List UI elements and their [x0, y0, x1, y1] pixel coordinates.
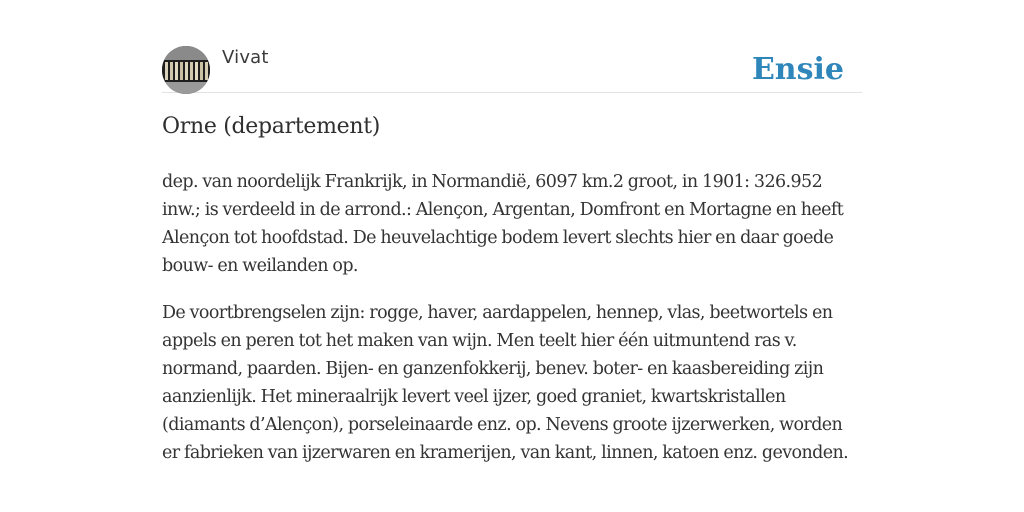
article-body — [162, 168, 862, 486]
avatar[interactable] — [162, 46, 210, 94]
article-paragraph: dep. van noordelijk Frankrijk, in Normandië, 6097 km.2 groot, in 1901: 326.952 inw.; is verdeeld in de arrond.: Alençon, Argentan, Domfront en Mortagne en heeft Alençon tot hoofdstad. De heuvelachtige bodem levert slechts hier en daar goede bouw- en weilanden op. — [162, 172, 844, 276]
page-title: Orne (departement) — [162, 114, 381, 139]
brand-logo[interactable]: Ensie — [751, 52, 844, 87]
book-spines-icon — [162, 46, 210, 94]
author-name[interactable]: Vivat — [222, 47, 269, 68]
header — [162, 46, 862, 93]
article-paragraph: De voortbrengselen zijn: rogge, haver, aardappelen, hennep, vlas, beetwortels en appels en peren tot het maken van wijn. Men teelt hier één uitmuntend ras v. normand, paarden. Bijen- en ganzenfokkerij, benev. boter- en kaasbereiding zijn aanzienlijk. Het mineraalrijk levert veel ijzer, goed graniet, kwartskristallen (diamants d’Alençon), porseleinaarde enz. op. Nevens groote ijzerwerken, worden er fabrieken van ijzerwaren en kramerijen, van kant, linnen, katoen enz. gevonden. — [162, 303, 849, 463]
